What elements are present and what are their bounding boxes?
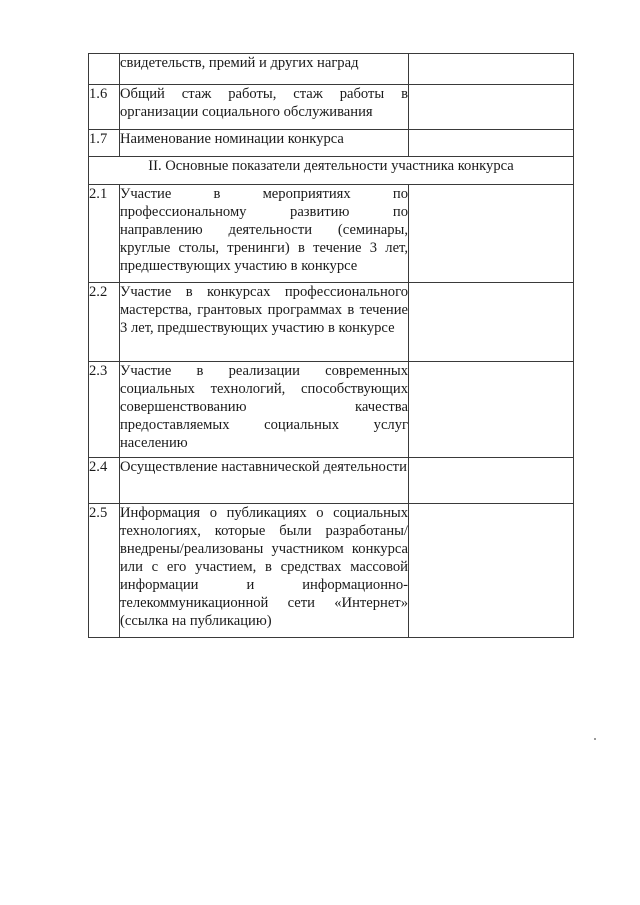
row-value-cell[interactable] (409, 54, 574, 85)
questionnaire-table-container (88, 53, 574, 638)
row-value-cell[interactable] (409, 458, 574, 504)
table-row (89, 185, 574, 283)
scan-speck (594, 738, 596, 740)
row-number (89, 54, 120, 85)
row-label: Осуществление наставнической деятельности (120, 458, 409, 504)
questionnaire-table (88, 53, 574, 638)
table-row (89, 458, 574, 504)
row-value-cell[interactable] (409, 85, 574, 130)
row-number: 1.7 (89, 130, 120, 157)
table-row (89, 362, 574, 458)
row-label: Наименование номинации конкурса (120, 130, 409, 157)
row-label: Информация о публикациях о социальных технологиях, которые были разработаны/внедрены/реализованы участником конкурса или с его участием, в средствах массовой информации и информационно-телекоммуникационной сети «Интернет» (ссылка на публикацию) (120, 504, 409, 638)
section-heading: II. Основные показатели деятельности участника конкурса (89, 157, 574, 185)
row-label: Участие в конкурсах профессионального мастерства, грантовых программах в течение 3 лет, предшествующих участию в конкурсе (120, 283, 409, 362)
row-value-cell[interactable] (409, 283, 574, 362)
row-label: Участие в реализации современных социальных технологий, способствующих совершенствованию качества предоставляемых социальных услуг населению (120, 362, 409, 458)
table-row (89, 54, 574, 85)
section-header-row (89, 157, 574, 185)
row-number: 2.1 (89, 185, 120, 283)
table-row (89, 283, 574, 362)
row-value-cell[interactable] (409, 130, 574, 157)
row-number: 2.4 (89, 458, 120, 504)
row-value-cell[interactable] (409, 185, 574, 283)
row-label: свидетельств, премий и других наград (120, 54, 409, 85)
table-row (89, 130, 574, 157)
row-number: 2.3 (89, 362, 120, 458)
table-row (89, 85, 574, 130)
row-number: 2.5 (89, 504, 120, 638)
row-number: 2.2 (89, 283, 120, 362)
table-row (89, 504, 574, 638)
row-value-cell[interactable] (409, 504, 574, 638)
row-number: 1.6 (89, 85, 120, 130)
row-label: Участие в мероприятиях по профессиональному развитию по направлению деятельности (семинары, круглые столы, тренинги) в течение 3 лет, предшествующих участию в конкурсе (120, 185, 409, 283)
row-value-cell[interactable] (409, 362, 574, 458)
row-label: Общий стаж работы, стаж работы в организации социального обслуживания (120, 85, 409, 130)
